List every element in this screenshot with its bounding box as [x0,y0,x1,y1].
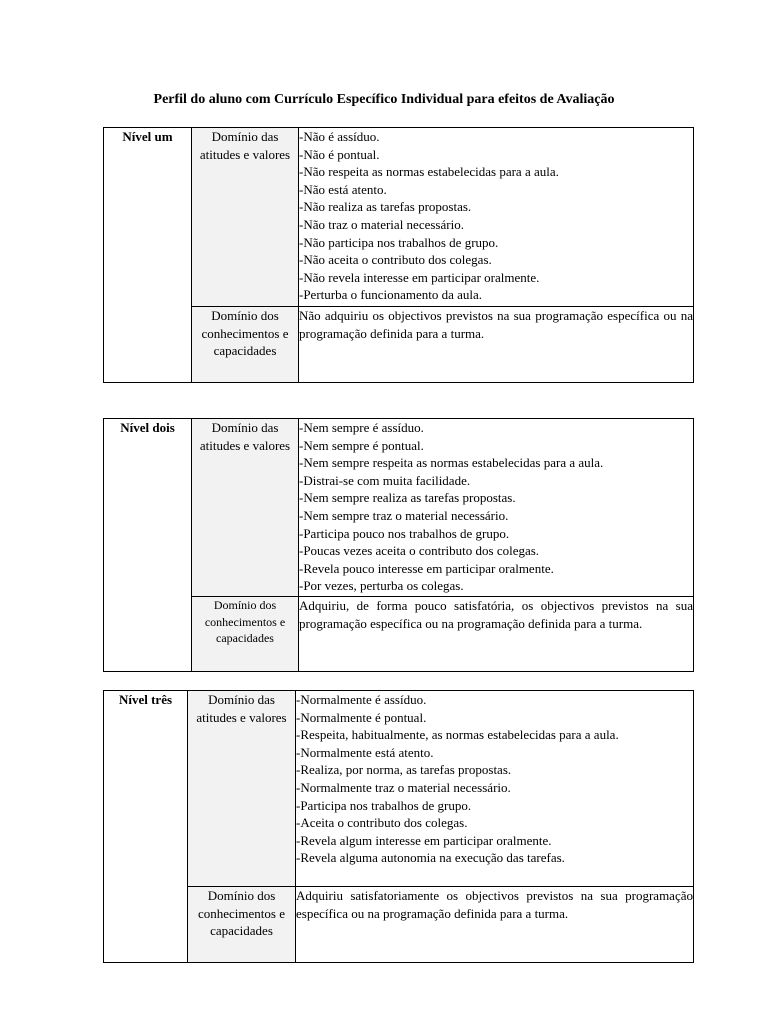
attitudes-domain-label: Domínio das atitudes e valores [192,128,299,307]
list-item: -Nem sempre respeita as normas estabelecidas para a aula. [299,455,604,471]
list-item: -Nem sempre é pontual. [299,437,424,453]
list-item: -Não respeita as normas estabelecidas para a aula. [299,164,559,180]
attitudes-list [296,691,694,887]
list-item: -Não é pontual. [299,146,380,162]
list-item: -Respeita, habitualmente, as normas estabelecidas para a aula. [296,727,619,743]
level-table-2 [103,418,694,672]
list-item: -Poucas vezes aceita o contributo dos colegas. [299,543,540,559]
list-item: -Distrai-se com muita facilidade. [299,472,471,488]
level-table-3 [103,690,694,963]
list-item: -Não aceita o contributo dos colegas. [299,252,492,268]
list-item: -Normalmente está atento. [296,744,434,760]
list-item: -Perturba o funcionamento da aula. [299,287,483,303]
attitudes-list [299,419,694,597]
list-item: -Não realiza as tarefas propostas. [299,199,472,215]
level-name: Nível um [104,128,192,383]
page-title: Perfil do aluno com Currículo Específico Individual para efeitos de Avaliação [153,92,615,107]
list-item: -Normalmente é pontual. [296,709,427,725]
level-table-1 [103,127,694,383]
list-item: -Não traz o material necessário. [299,216,464,232]
list-item: -Não revela interesse em participar oralmente. [299,269,540,285]
list-item: -Participa nos trabalhos de grupo. [296,797,472,813]
list-item: -Não participa nos trabalhos de grupo. [299,234,499,250]
list-item: -Nem sempre realiza as tarefas propostas. [299,490,516,506]
knowledge-text: Adquiriu satisfatoriamente os objectivos previstos na sua programação específica ou na programação definida para a turma. [296,887,694,963]
knowledge-text: Adquiriu, de forma pouco satisfatória, os objectivos previstos na sua programação específica ou na programação definida para a turma. [299,597,694,672]
knowledge-text: Não adquiriu os objectivos previstos na sua programação específica ou na programação definida para a turma. [299,307,694,383]
attitudes-domain-label: Domínio das atitudes e valores [192,419,299,597]
list-item: -Por vezes, perturba os colegas. [299,578,464,594]
list-item: -Nem sempre traz o material necessário. [299,507,509,523]
list-item: -Nem sempre é assíduo. [299,420,424,435]
list-item: -Normalmente é assíduo. [296,692,427,707]
attitudes-list [299,128,694,307]
list-item: -Não é assíduo. [299,129,380,144]
knowledge-domain-label: Domínio dos conhecimentos e capacidades [188,887,296,963]
list-item: -Revela alguma autonomia na execução das tarefas. [296,850,565,866]
attitudes-domain-label: Domínio das atitudes e valores [188,691,296,887]
list-item: -Revela pouco interesse em participar oralmente. [299,560,554,576]
list-item: -Normalmente traz o material necessário. [296,779,511,795]
level-name: Nível três [104,691,188,963]
knowledge-domain-label: Domínio dos conhecimentos e capacidades [192,597,299,672]
knowledge-domain-label: Domínio dos conhecimentos e capacidades [192,307,299,383]
level-name: Nível dois [104,419,192,672]
list-item: -Participa pouco nos trabalhos de grupo. [299,525,510,541]
list-item: -Revela algum interesse em participar oralmente. [296,832,552,848]
list-item: -Não está atento. [299,181,387,197]
list-item: -Aceita o contributo dos colegas. [296,815,468,831]
list-item: -Realiza, por norma, as tarefas propostas. [296,762,512,778]
